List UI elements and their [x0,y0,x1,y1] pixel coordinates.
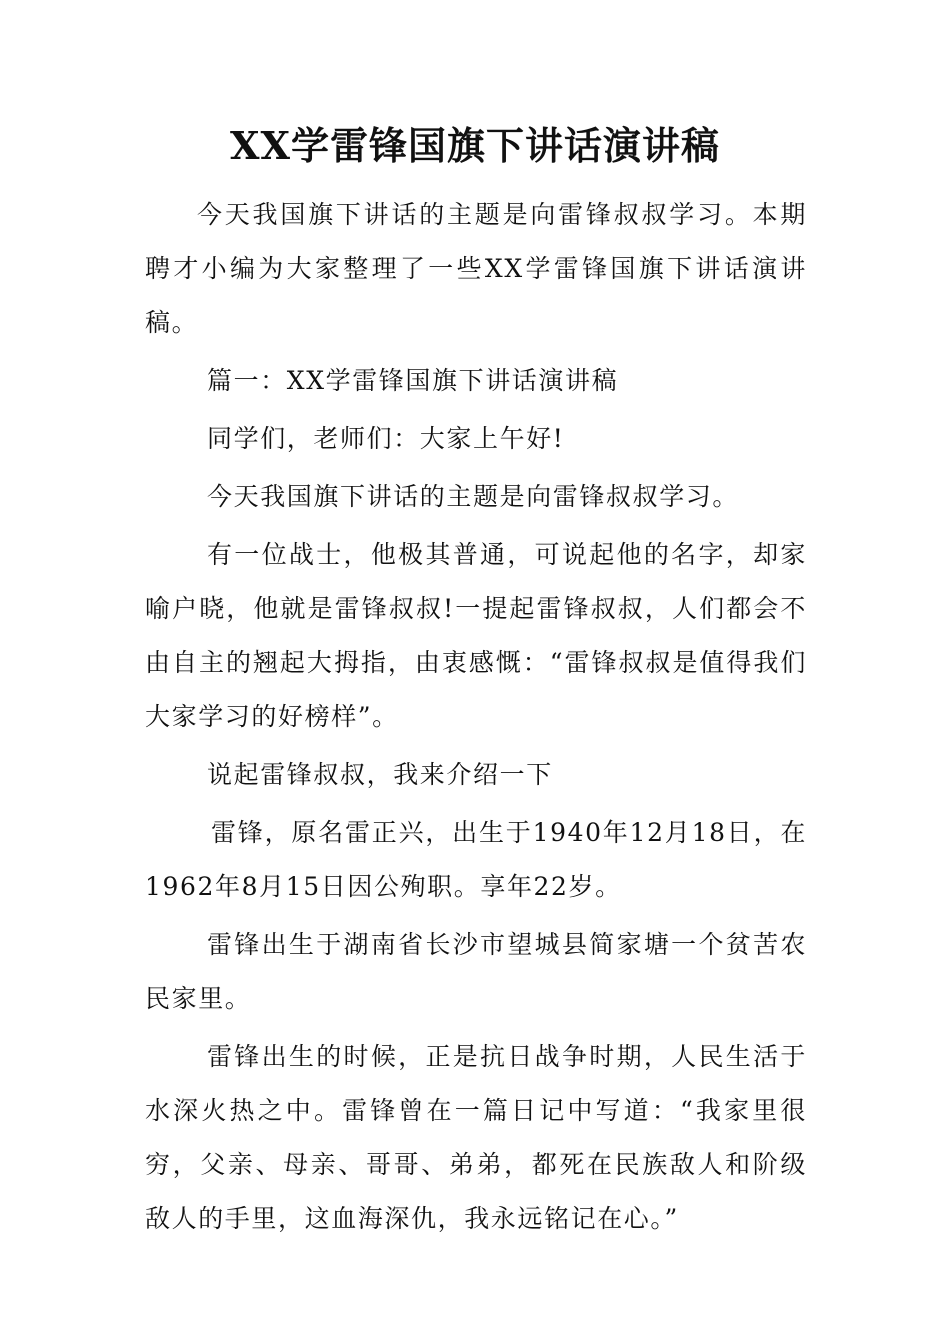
paragraph-biography: 雷锋，原名雷正兴，出生于1940年12月18日，在1962年8月15日因公殉职。享年22岁。 [145,818,807,901]
paragraph-introduction: 说起雷锋叔叔，我来介绍一下 [207,760,553,789]
paragraph-childhood: 雷锋出生的时候，正是抗日战争时期，人民生活于水深火热之中。雷锋曾在一篇日记中写道：“我家里很穷，父亲、母亲、哥哥、弟弟，都死在民族敌人和阶级敌人的手里，这血海深仇，我永远铭记在心。” [145,1042,807,1233]
paragraph-section-heading: 篇一：XX学雷锋国旗下讲话演讲稿 [207,366,619,395]
paragraph-topic: 今天我国旗下讲话的主题是向雷锋叔叔学习。 [207,482,740,511]
paragraph-birthplace: 雷锋出生于湖南省长沙市望城县简家塘一个贫苦农民家里。 [145,930,807,1013]
paragraph-greeting: 同学们，老师们：大家上午好! [207,424,565,453]
document-body [145,188,807,1246]
paragraph-soldier: 有一位战士，他极其普通，可说起他的名字，却家喻户晓，他就是雷锋叔叔!一提起雷锋叔叔，人们都会不由自主的翘起大拇指，由衷感慨：“雷锋叔叔是值得我们大家学习的好榜样”。 [145,540,807,731]
paragraph-intro: 今天我国旗下讲话的主题是向雷锋叔叔学习。本期聘才小编为大家整理了一些XX学雷锋国旗下讲话演讲稿。 [145,200,807,337]
document-title: XX学雷锋国旗下讲话演讲稿 [230,123,720,168]
